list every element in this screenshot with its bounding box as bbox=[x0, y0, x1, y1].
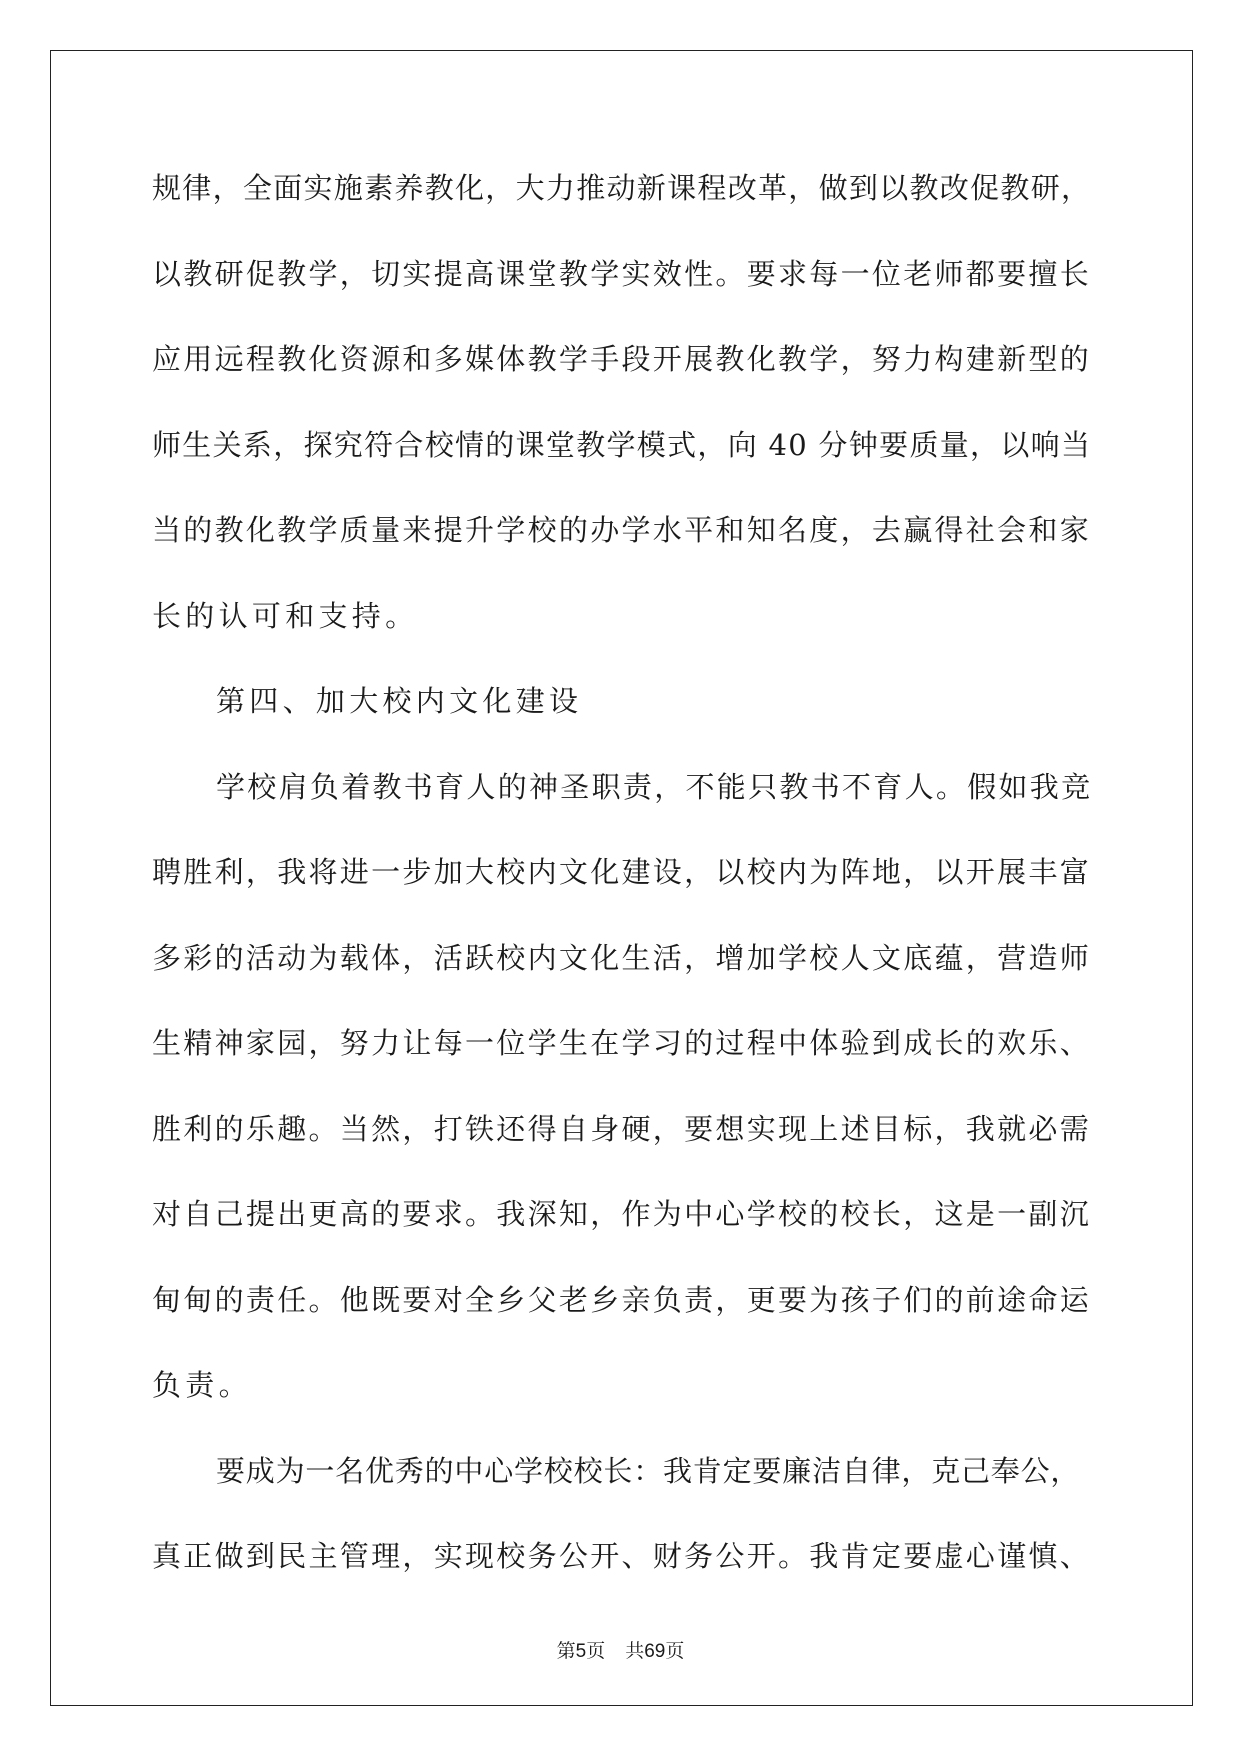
text-line: 负责。 bbox=[152, 1368, 252, 1402]
document-body bbox=[152, 168, 1092, 1622]
text-line: 应用远程教化资源和多媒体教学手段开展教化教学，努力构建新型的 bbox=[152, 342, 1092, 376]
text-line: 长的认可和支持。 bbox=[152, 598, 419, 633]
text-line: 多彩的活动为载体，活跃校内文化生活，增加学校人文底蕴，营造师 bbox=[152, 940, 1092, 975]
total-prefix: 共 bbox=[625, 1640, 645, 1662]
text-line: 师生关系，探究符合校情的课堂教学模式，向 40 分钟要质量，以响当 bbox=[152, 427, 1092, 462]
text-line: 以教研促教学，切实提高课堂教学实效性。要求每一位老师都要擅长 bbox=[152, 256, 1092, 291]
page-footer bbox=[0, 1636, 1241, 1663]
total-suffix: 页 bbox=[665, 1640, 685, 1662]
text-line: 生精神家园，努力让每一位学生在学习的过程中体验到成长的欢乐、 bbox=[152, 1026, 1092, 1060]
text-line: 要成为一名优秀的中心学校校长：我肯定要廉洁自律，克己奉公， bbox=[216, 1453, 1081, 1488]
text-line: 聘胜利，我将进一步加大校内文化建设，以校内为阵地，以开展丰富 bbox=[152, 855, 1092, 889]
page-prefix: 第 bbox=[556, 1640, 576, 1662]
page-suffix: 页 bbox=[586, 1640, 606, 1662]
text-line: 学校肩负着教书育人的神圣职责，不能只教书不育人。假如我竞 bbox=[216, 769, 1093, 804]
text-line: 规律，全面实施素养教化，大力推动新课程改革，做到以教改促教研， bbox=[152, 171, 1092, 205]
text-line: 胜利的乐趣。当然，打铁还得自身硬，要想实现上述目标，我就必需 bbox=[152, 1111, 1092, 1146]
text-line: 第四、加大校内文化建设 bbox=[216, 684, 583, 718]
text-line: 真正做到民主管理，实现校务公开、财务公开。我肯定要虚心谨慎、 bbox=[152, 1539, 1092, 1573]
total-pages: 69 bbox=[644, 1641, 666, 1662]
text-line: 对自己提出更高的要求。我深知，作为中心学校的校长，这是一副沉 bbox=[152, 1197, 1092, 1231]
text-line: 当的教化教学质量来提升学校的办学水平和知名度，去赢得社会和家 bbox=[152, 513, 1092, 547]
text-line: 甸甸的责任。他既要对全乡父老乡亲负责，更要为孩子们的前途命运 bbox=[152, 1282, 1092, 1317]
page-number: 5 bbox=[575, 1641, 587, 1662]
